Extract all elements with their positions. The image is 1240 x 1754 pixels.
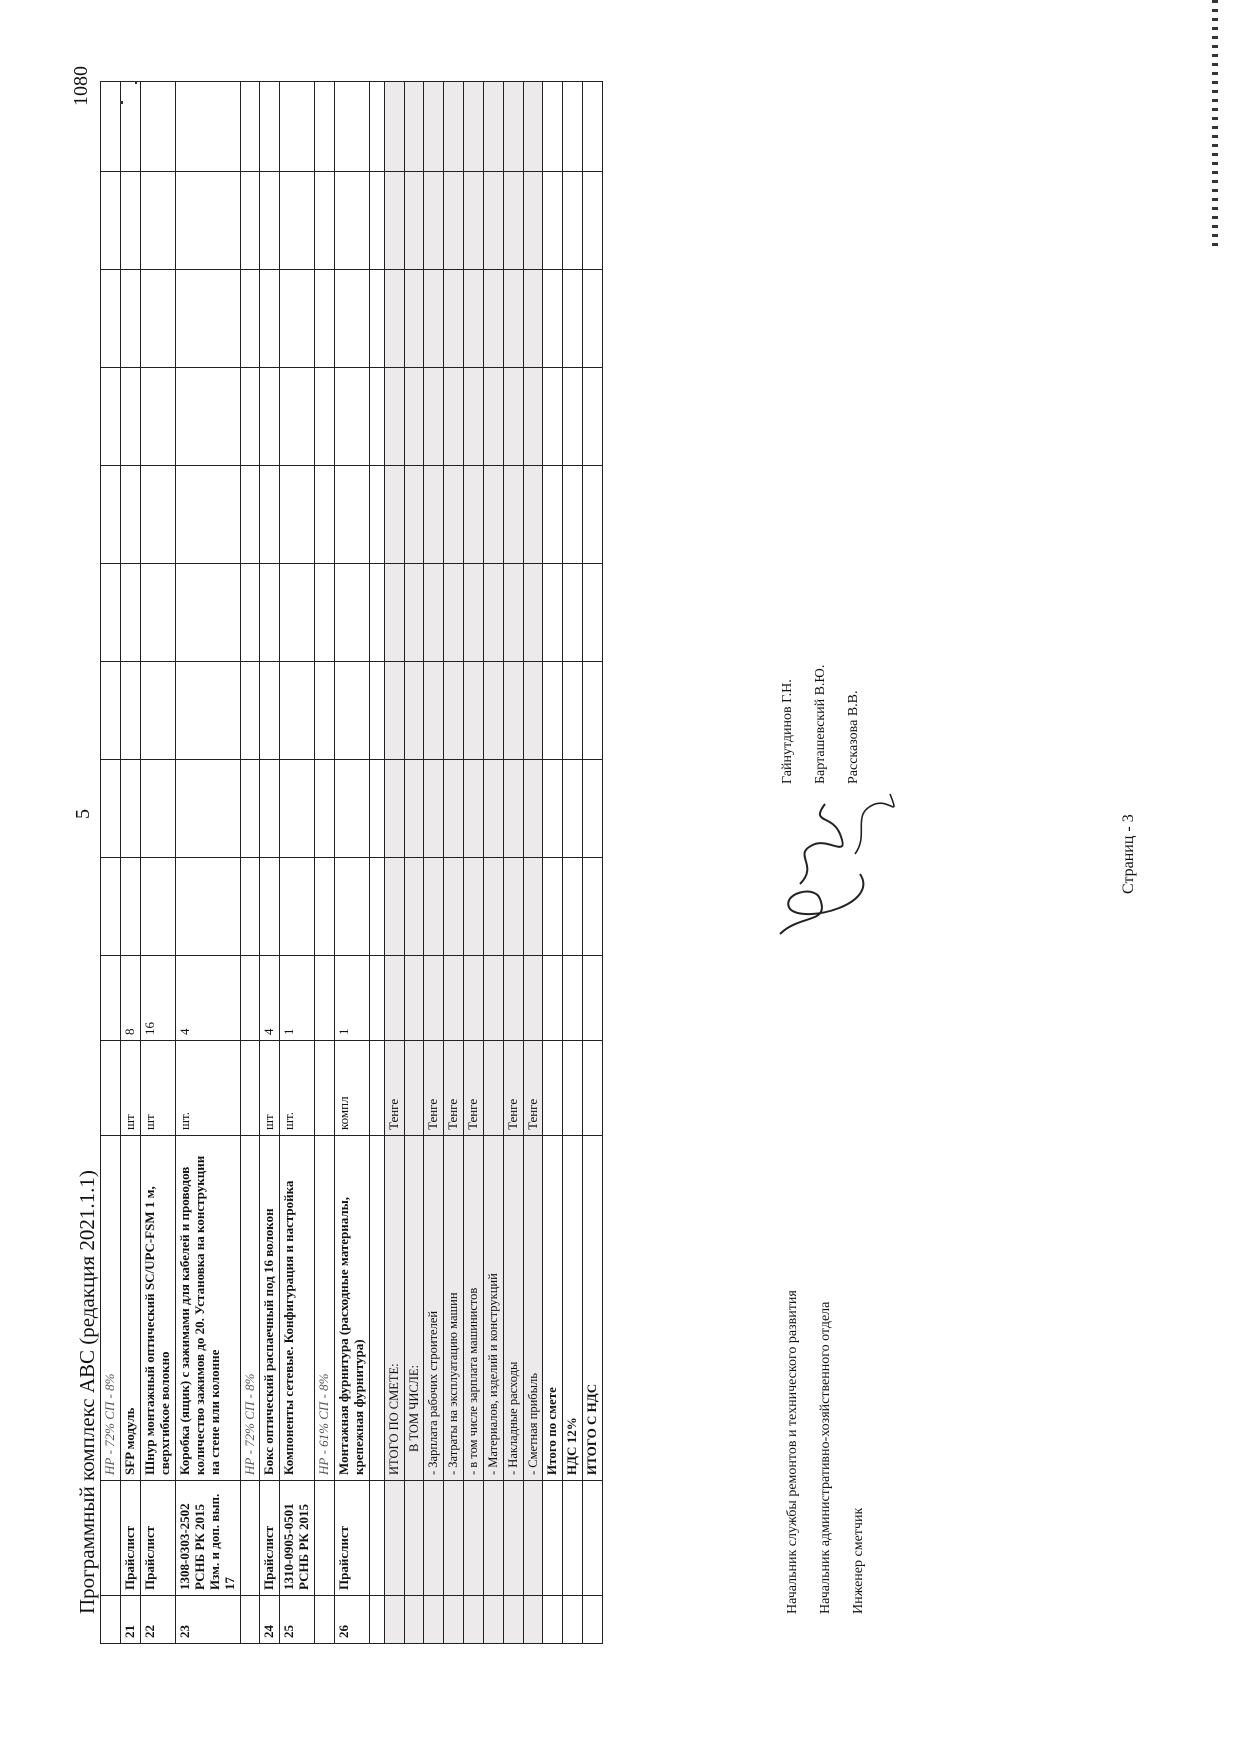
totals-label: - Накладные расходы bbox=[503, 1136, 523, 1481]
table-row bbox=[260, 82, 280, 1644]
totals-label: В ТОМ ЧИСЛЕ: bbox=[405, 1136, 424, 1481]
row-number: 24 bbox=[260, 1596, 280, 1644]
totals-label: ИТОГО ПО СМЕТЕ: bbox=[385, 1136, 405, 1481]
totals-row bbox=[385, 82, 405, 1644]
signature-title-1: Начальник службы ремонтов и технического развития bbox=[785, 1290, 800, 1614]
row-unit: шт bbox=[140, 1041, 175, 1136]
totals-unit bbox=[563, 1041, 583, 1136]
row-code: Прайслист bbox=[335, 1481, 370, 1596]
row-qty: 1 bbox=[335, 956, 370, 1041]
totals-row bbox=[444, 82, 464, 1644]
signature-name-2: Барташевский В.Ю. bbox=[813, 664, 828, 784]
totals-unit bbox=[405, 1041, 424, 1136]
row-name: Коробка (ящик) с зажимами для кабелей и проводов количество зажимов до 20. Установка на конструкции на стене или колонне bbox=[175, 1136, 240, 1481]
totals-unit bbox=[484, 1041, 503, 1136]
table-row bbox=[101, 82, 121, 1644]
row-qty: 4 bbox=[175, 956, 240, 1041]
row-name: Шнур монтажный оптический SC/UPC-FSM 1 м, сверхгибкое волокно bbox=[140, 1136, 175, 1481]
handwritten-signature bbox=[760, 774, 910, 954]
totals-row bbox=[405, 82, 424, 1644]
totals-row bbox=[583, 82, 603, 1644]
table-row bbox=[240, 82, 260, 1644]
totals-unit bbox=[583, 1041, 603, 1136]
totals-unit: Тенге bbox=[503, 1041, 523, 1136]
table-row bbox=[280, 82, 315, 1644]
scan-speck bbox=[120, 101, 123, 104]
table-row bbox=[370, 82, 385, 1644]
row-number: 26 bbox=[335, 1596, 370, 1644]
row-unit: шт bbox=[260, 1041, 280, 1136]
row-name: Бокс оптический распаечный под 16 волокон bbox=[260, 1136, 280, 1481]
totals-unit: Тенге bbox=[385, 1041, 405, 1136]
totals-label: Итого по смете bbox=[543, 1136, 563, 1481]
row-number: 22 bbox=[140, 1596, 175, 1644]
row-code: 1308-0303-2502 РСНБ РК 2015 Изм. и доп. вып. 17 bbox=[175, 1481, 240, 1596]
row-qty: 4 bbox=[260, 956, 280, 1041]
row-name: Монтажная фурнитура (расходные материалы, крепежная фурнитура) bbox=[335, 1136, 370, 1481]
row-qty: 16 bbox=[140, 956, 175, 1041]
row-name: SFP модуль bbox=[120, 1136, 140, 1481]
totals-unit bbox=[543, 1041, 563, 1136]
row-unit: шт bbox=[120, 1041, 140, 1136]
table-row bbox=[120, 82, 140, 1644]
row-number: 25 bbox=[280, 1596, 315, 1644]
row-unit: компл bbox=[335, 1041, 370, 1136]
totals-row bbox=[543, 82, 563, 1644]
table-row bbox=[335, 82, 370, 1644]
signature-title-2: Начальник административно-хозяйственного отдела bbox=[818, 1301, 833, 1614]
overhead-note: НР - 72% СП - 8% bbox=[240, 1136, 260, 1481]
estimate-table bbox=[100, 81, 603, 1644]
scan-speck bbox=[135, 82, 137, 84]
signature-name-1: Гайнутдинов Г.Н. bbox=[780, 679, 795, 784]
row-code: Прайслист bbox=[140, 1481, 175, 1596]
table-row bbox=[175, 82, 240, 1644]
program-header: Программный комплекс АВС (редакция 2021.1.1) bbox=[75, 1170, 99, 1614]
totals-row bbox=[563, 82, 583, 1644]
totals-row bbox=[424, 82, 444, 1644]
totals-label: - Затраты на эксплуатацию машин bbox=[444, 1136, 464, 1481]
totals-row bbox=[503, 82, 523, 1644]
totals-label: - Зарплата рабочих строителей bbox=[424, 1136, 444, 1481]
totals-label: - Сметная прибыль bbox=[523, 1136, 543, 1481]
row-unit: шт. bbox=[280, 1041, 315, 1136]
row-number: 23 bbox=[175, 1596, 240, 1644]
table-row bbox=[315, 82, 335, 1644]
row-qty: 1 bbox=[280, 956, 315, 1041]
totals-unit: Тенге bbox=[444, 1041, 464, 1136]
totals-unit: Тенге bbox=[424, 1041, 444, 1136]
row-code: 1310-0905-0501 РСНБ РК 2015 bbox=[280, 1481, 315, 1596]
header-right-number: 1080 bbox=[70, 66, 92, 106]
page-count: Страниц - 3 bbox=[1120, 814, 1137, 894]
totals-label: - в том числе зарплата машинистов bbox=[464, 1136, 484, 1481]
scan-edge-marks bbox=[1212, 0, 1218, 250]
row-unit: шт. bbox=[175, 1041, 240, 1136]
row-name: Компоненты сетевые. Конфигурация и настройка bbox=[280, 1136, 315, 1481]
table-row bbox=[140, 82, 175, 1644]
row-code: Прайслист bbox=[120, 1481, 140, 1596]
totals-row bbox=[484, 82, 503, 1644]
totals-label: НДС 12% bbox=[563, 1136, 583, 1481]
signature-title-3: Инженер сметчик bbox=[851, 1507, 866, 1614]
totals-row bbox=[464, 82, 484, 1644]
row-qty: 8 bbox=[120, 956, 140, 1041]
row-code: Прайслист bbox=[260, 1481, 280, 1596]
overhead-note: НР - 72% СП - 8% bbox=[101, 1136, 121, 1481]
totals-label: - Материалов, изделий и конструкций bbox=[484, 1136, 503, 1481]
totals-unit: Тенге bbox=[464, 1041, 484, 1136]
totals-unit: Тенге bbox=[523, 1041, 543, 1136]
totals-row bbox=[523, 82, 543, 1644]
overhead-note: НР - 61% СП - 8% bbox=[315, 1136, 335, 1481]
header-center-number: 5 bbox=[72, 809, 94, 819]
totals-label: ИТОГО С НДС bbox=[583, 1136, 603, 1481]
row-number: 21 bbox=[120, 1596, 140, 1644]
signature-name-3: Рассказова В.В. bbox=[846, 690, 861, 784]
